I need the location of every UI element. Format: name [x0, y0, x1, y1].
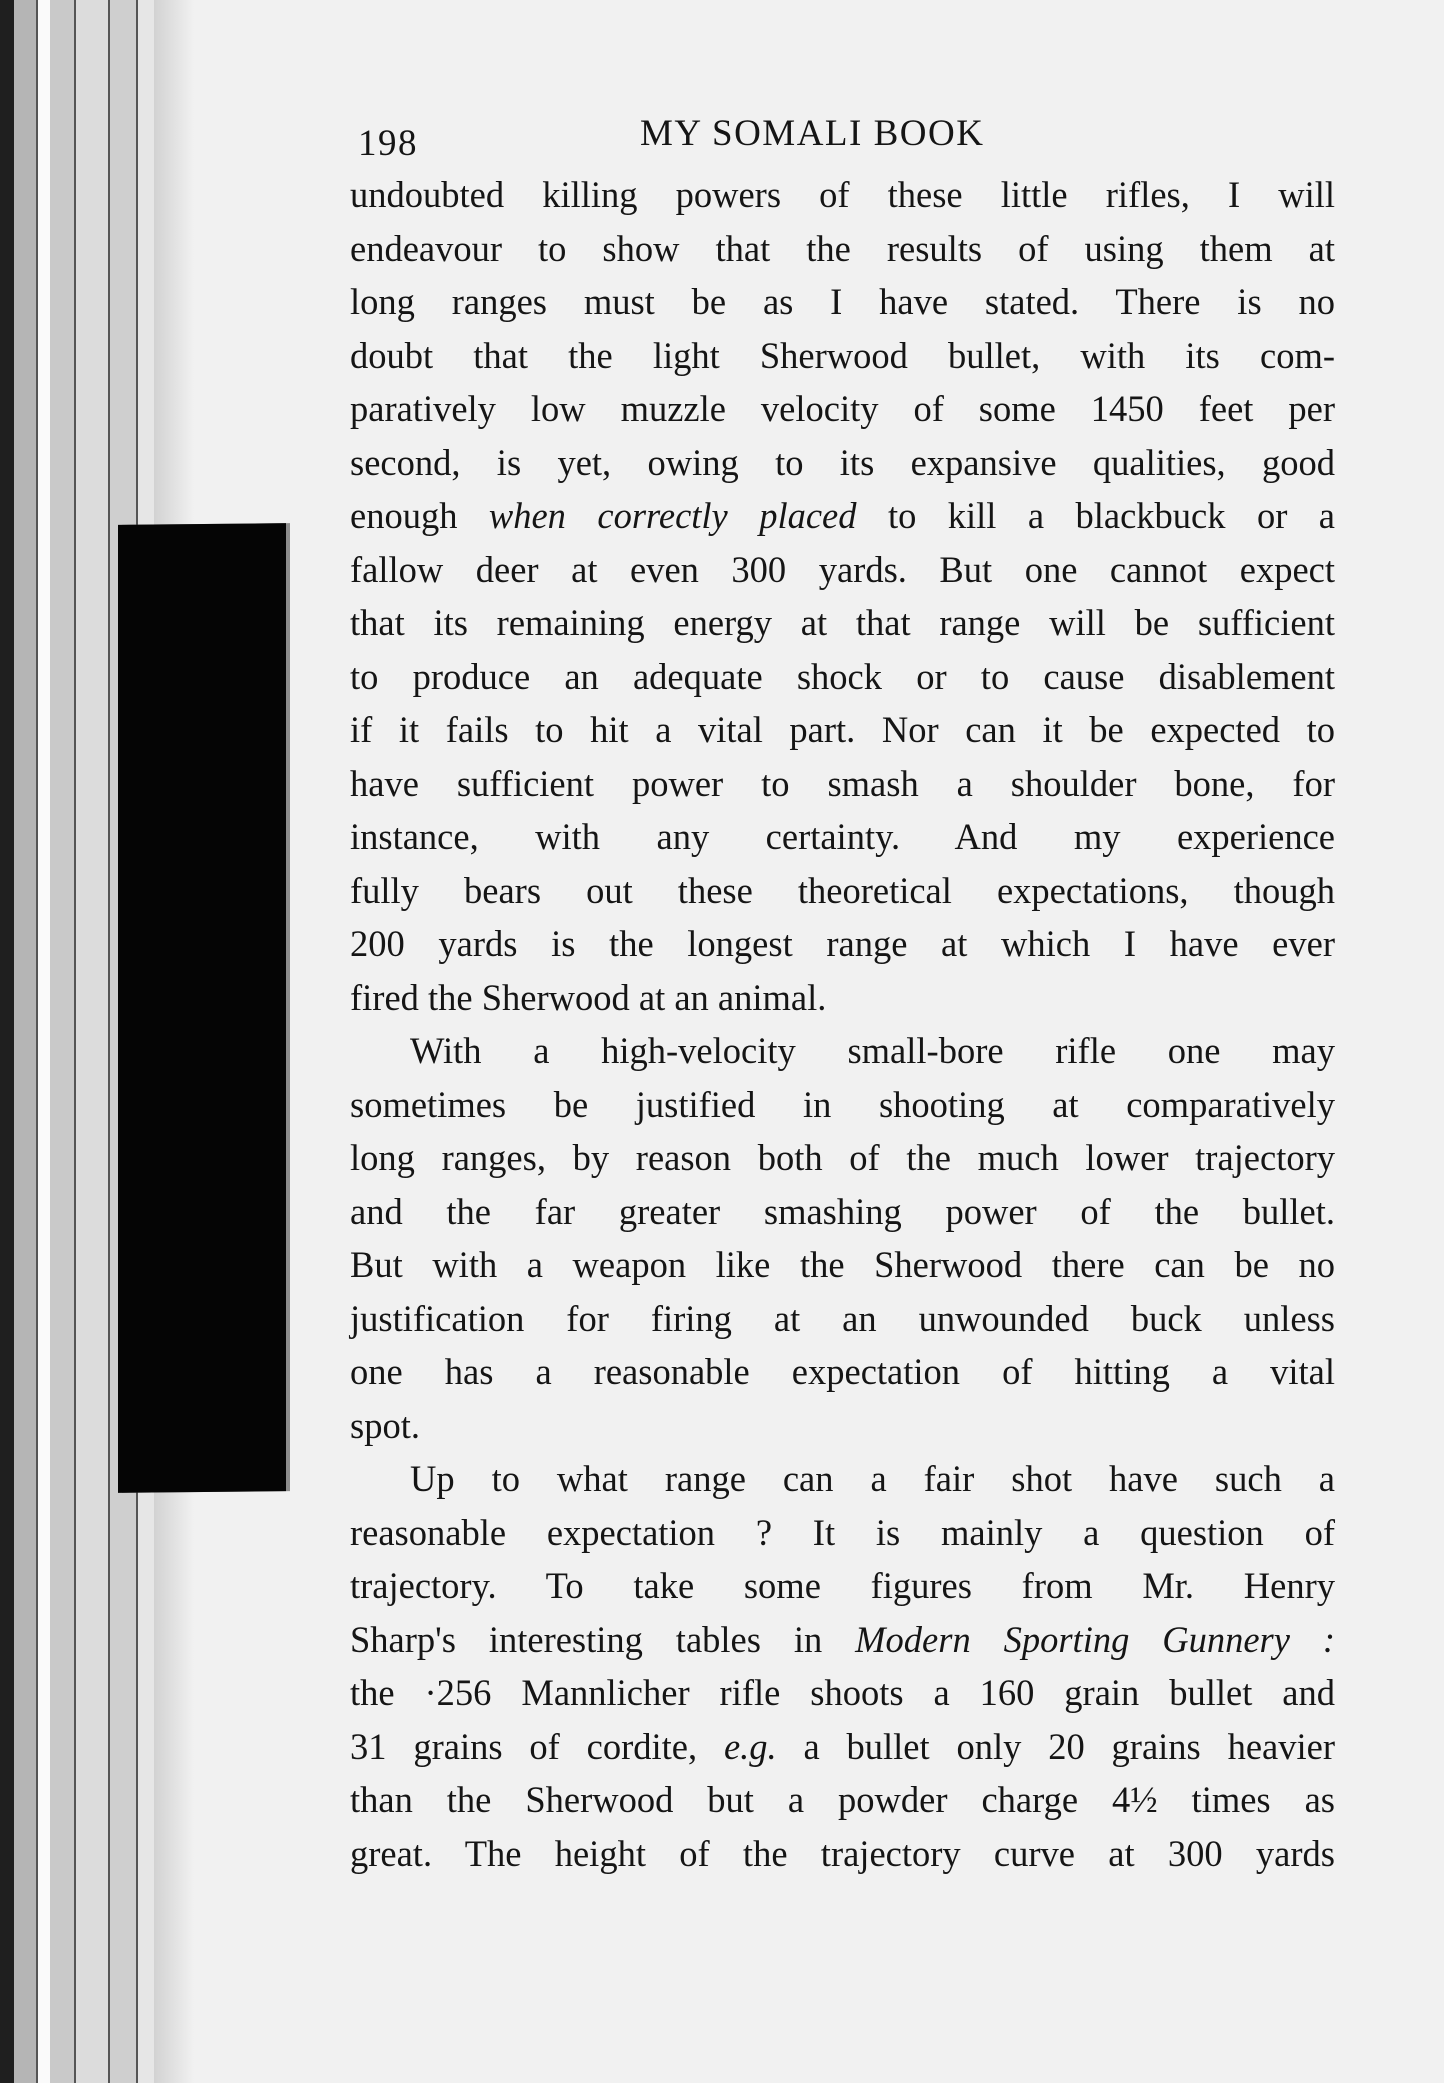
page-edge	[36, 0, 50, 2083]
text-segment: second, is yet, owing to its expansive qualities, good	[350, 441, 1335, 483]
text-segment: paratively low muzzle velocity of some 1450 feet per	[350, 388, 1335, 429]
text-segment: justification for firing at an unwounded buck unless	[350, 1297, 1335, 1339]
text-line	[350, 329, 1335, 383]
text-segment: fully bears out these theoretical expectations, though	[350, 869, 1335, 911]
text-line	[350, 1720, 1335, 1774]
page-marker-tab	[118, 523, 286, 1493]
text-line	[350, 1185, 1335, 1239]
text-segment: to kill a blackbuck or a	[856, 495, 1335, 536]
text-line	[350, 1399, 1335, 1453]
page-edge	[14, 0, 36, 2083]
text-segment: Up to what range can a fair shot have such a	[410, 1458, 1335, 1499]
text-line	[350, 703, 1335, 757]
text-line	[350, 757, 1335, 811]
text-segment: enough	[350, 495, 489, 536]
text-line	[350, 543, 1335, 597]
text-segment: long ranges must be as I have stated. There is no	[350, 281, 1335, 322]
page-edge-line	[74, 0, 76, 2083]
text-line	[350, 1666, 1335, 1720]
text-segment: Sharp's interesting tables in	[350, 1618, 856, 1660]
text-segment: the ·256 Mannlicher rifle shoots a 160 grain bullet and	[350, 1672, 1335, 1713]
text-segment: 31 grains of cordite,	[350, 1725, 724, 1767]
text-line	[350, 650, 1335, 704]
text-segment: have sufficient power to smash a shoulder bone, for	[350, 762, 1335, 804]
text-line	[350, 275, 1335, 329]
text-segment: trajectory. To take some figures from Mr. Henry	[350, 1565, 1335, 1606]
italic-text: e.g.	[723, 1725, 777, 1767]
text-line	[350, 917, 1335, 971]
text-line	[350, 1131, 1335, 1185]
text-segment: reasonable expectation ? It is mainly a question of	[350, 1511, 1335, 1553]
text-line	[350, 971, 1335, 1025]
text-segment: 200 yards is the longest range at which I have ever	[350, 923, 1335, 964]
text-segment: fired the Sherwood at an animal.	[350, 976, 827, 1018]
page-text-block	[350, 110, 1335, 1880]
text-line	[350, 1292, 1335, 1346]
text-segment: With a high-velocity small-bore rifle one may	[410, 1030, 1335, 1071]
running-head	[350, 110, 1335, 168]
text-line	[350, 1506, 1335, 1560]
text-line	[350, 810, 1335, 864]
page-number: 198	[358, 123, 418, 164]
text-segment: a bullet only 20 grains heavier	[776, 1725, 1335, 1767]
text-segment: sometimes be justified in shooting at comparatively	[350, 1083, 1335, 1125]
text-line	[350, 489, 1335, 543]
page-edge-dark	[0, 0, 14, 2083]
text-line	[350, 1238, 1335, 1292]
text-line	[350, 436, 1335, 490]
text-segment: to produce an adequate shock or to cause disablement	[350, 655, 1335, 697]
text-line	[350, 222, 1335, 276]
text-line	[350, 1827, 1335, 1881]
page-edge	[50, 0, 74, 2083]
text-line	[350, 168, 1335, 222]
text-line	[350, 1024, 1335, 1078]
page-edge-line	[108, 0, 110, 2083]
text-segment: doubt that the light Sherwood bullet, with its com-	[350, 334, 1335, 376]
text-segment: spot.	[350, 1404, 420, 1446]
italic-text: when correctly placed	[488, 495, 857, 536]
body-text	[350, 168, 1335, 1880]
text-segment: fallow deer at even 300 yards. But one cannot expect	[350, 548, 1335, 590]
text-line	[350, 382, 1335, 436]
text-segment: undoubted killing powers of these little rifles, I will	[350, 174, 1335, 215]
text-line	[350, 596, 1335, 650]
text-segment: if it fails to hit a vital part. Nor can it be expected to	[350, 709, 1335, 750]
text-segment: one has a reasonable expectation of hitting a vital	[350, 1351, 1335, 1392]
text-line	[350, 1345, 1335, 1399]
text-line	[350, 1559, 1335, 1613]
text-line	[350, 1452, 1335, 1506]
page-edge	[74, 0, 108, 2083]
text-segment: long ranges, by reason both of the much lower trajectory	[350, 1137, 1335, 1178]
text-segment: than the Sherwood but a powder charge 4½ times as	[350, 1779, 1335, 1820]
text-line	[350, 1613, 1335, 1667]
text-line	[350, 1078, 1335, 1132]
italic-text: Modern Sporting Gunnery :	[855, 1618, 1335, 1660]
text-segment: instance, with any certainty. And my experience	[350, 816, 1335, 857]
text-segment: great. The height of the trajectory curve at 300 yards	[350, 1832, 1335, 1874]
text-segment: and the far greater smashing power of the bullet.	[350, 1190, 1335, 1232]
text-segment: that its remaining energy at that range will be sufficient	[350, 602, 1335, 643]
text-segment: But with a weapon like the Sherwood there can be no	[350, 1244, 1335, 1285]
text-line	[350, 864, 1335, 918]
running-title: MY SOMALI BOOK	[640, 113, 985, 154]
text-segment: endeavour to show that the results of using them at	[350, 227, 1335, 269]
text-line	[350, 1773, 1335, 1827]
page-edge-line	[36, 0, 38, 2083]
